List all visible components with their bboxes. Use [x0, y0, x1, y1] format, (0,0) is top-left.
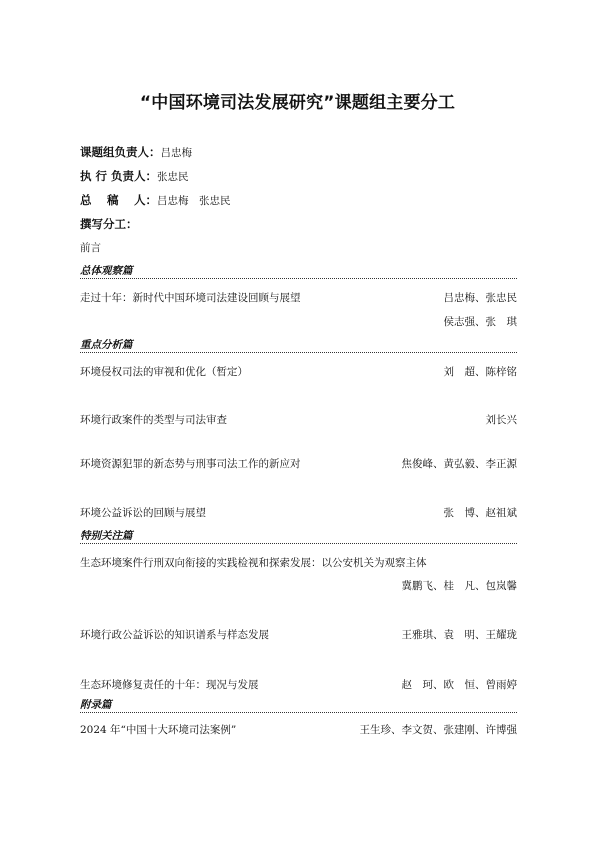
item-title: 2024 年“中国十大环境司法案例” — [80, 724, 237, 736]
item-title: 环境行政案件的类型与司法审查 — [80, 414, 227, 426]
role-executive — [80, 168, 189, 184]
item-authors: 吕忠梅、张忠民 — [443, 292, 517, 304]
item-authors: 刘 超、陈梓铭 — [443, 366, 517, 378]
item-authors: 冀鹏飞、桂 凡、包岚馨 — [401, 580, 517, 592]
item-title: 环境行政公益诉讼的知识谱系与样态发展 — [80, 629, 269, 641]
role-value: 张忠民 — [157, 171, 189, 183]
role-chief-editor — [80, 192, 231, 208]
role-value: 吕忠梅 — [160, 147, 192, 159]
section-heading-overview: 总体观察篇 — [80, 264, 517, 279]
role-label: 撰写分工： — [80, 217, 138, 231]
item-title: 生态环境修复责任的十年：现况与发展 — [80, 679, 259, 691]
item-authors: 焦俊峰、黄弘毅、李正源 — [401, 458, 517, 470]
role-writing — [80, 216, 138, 232]
role-label: 总 稿 人： — [80, 193, 158, 207]
item-title: 环境资源犯罪的新态势与刑事司法工作的新应对 — [80, 458, 301, 470]
section-heading-analysis: 重点分析篇 — [80, 338, 517, 353]
item-title: 走过十年：新时代中国环境司法建设回顾与展望 — [80, 292, 301, 304]
role-value: 吕忠梅 张忠民 — [157, 195, 231, 207]
role-label: 课题组负责人： — [80, 145, 161, 159]
role-label: 执 行 负责人： — [80, 169, 158, 183]
item-title: 生态环境案件行刑双向衔接的实践检视和探索发展：以公安机关为观察主体 — [80, 557, 427, 569]
section-heading-special: 特别关注篇 — [80, 529, 517, 544]
item-authors: 侯志强、张 琪 — [443, 316, 517, 328]
item-title: 环境公益诉讼的回顾与展望 — [80, 507, 206, 519]
role-lead — [80, 144, 192, 160]
item-authors: 王生珍、李文贺、张建刚、许博强 — [359, 724, 517, 736]
page-title: “中国环境司法发展研究”课题组主要分工 — [139, 93, 456, 113]
preface-label: 前言 — [80, 242, 101, 254]
section-heading-appendix: 附录篇 — [80, 698, 517, 713]
item-authors: 赵 珂、欧 恒、曾雨婷 — [401, 679, 517, 691]
item-authors: 王雅琪、袁 明、王耀珑 — [401, 629, 517, 641]
item-authors: 张 博、赵祖斌 — [443, 507, 517, 519]
item-title: 环境侵权司法的审视和优化（暂定） — [80, 366, 248, 378]
item-authors: 刘长兴 — [485, 414, 517, 426]
